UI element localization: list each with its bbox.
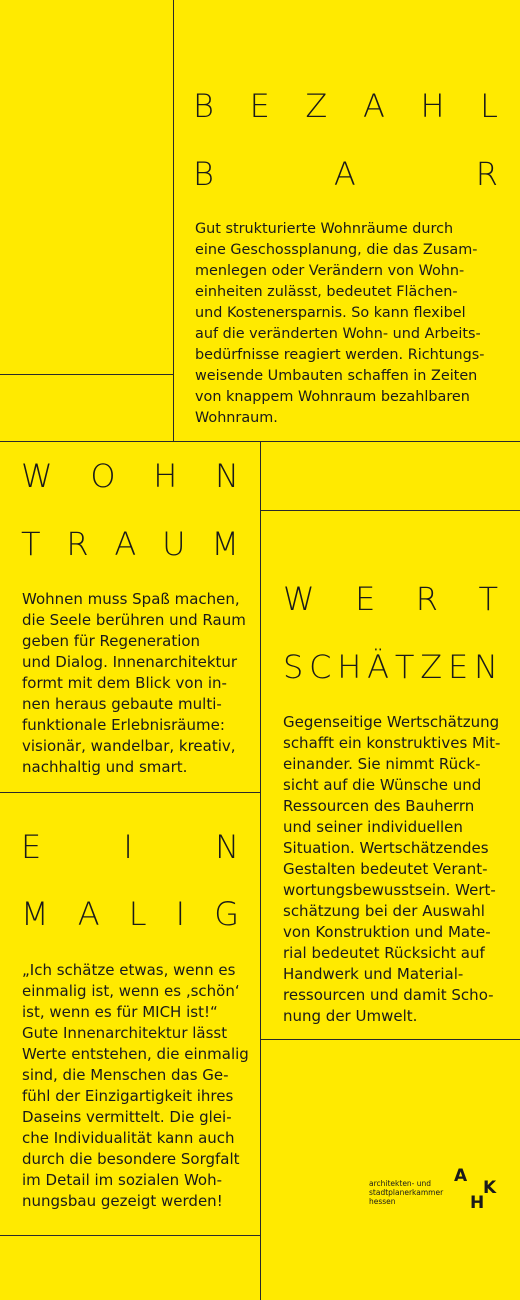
heading-line-1 [21, 457, 239, 495]
logo-mark [452, 1168, 504, 1212]
logo-letter: A [454, 1166, 468, 1186]
heading-letter: M [211, 525, 239, 563]
heading-letter: T [478, 580, 498, 618]
heading-letter: I [123, 828, 133, 866]
heading-letter: N [473, 648, 498, 686]
heading-line-1 [193, 87, 498, 125]
heading-letter: E [355, 580, 376, 618]
heading-letter: E [249, 87, 270, 125]
heading-letter: W [283, 580, 315, 618]
heading-letter: O [90, 457, 116, 495]
logo-text: architekten- und stadtplanerkammer hessen [369, 1179, 444, 1206]
body-text: Gut strukturierte Wohnräume durch eine Geschossplanung, die das Zusam- menlegen oder Verändern von Wohn- einheiten zulässt, bedeutet Flächen- und Kostenersparnis. So kann flexibel auf die veränderten Wohn- und Arbeits- bedürfnisse reagiert werden. Richtungs- weisende Umbauten schaffen in Zeiten von knappem Wohnraum bezahlbaren Wohnraum. [195, 221, 485, 426]
body-text: Gegenseitige Wertschätzung schafft ein konstruktives Mit- einander. Sie nimmt Rück- sicht auf die Wünsche und Ressourcen des Bauherrn und seiner individuellen Situation. Wertschätzendes Gestalten bedeutet Verant- wortungsbewusstsein. Wert- schätzung bei der Auswahl von Konstruktion und Mate- rial bedeutet Rücksicht auf Handwerk und Material- ressourcen und damit Scho- nung der Umwelt. [283, 713, 501, 1025]
grid-line [0, 374, 173, 375]
heading-letter: M [21, 895, 49, 933]
heading-letter: T [21, 525, 41, 563]
heading-letter: Z [420, 648, 443, 686]
heading-letter: R [415, 580, 438, 618]
heading-letter: H [153, 457, 178, 495]
heading-letter: N [215, 828, 239, 866]
heading-line-1 [283, 580, 498, 618]
heading-letter: G [214, 895, 239, 933]
heading-line-2 [283, 648, 498, 686]
heading-letter: A [77, 895, 100, 933]
heading-letter: L [128, 895, 147, 933]
grid-line [260, 510, 520, 511]
heading-letter: R [66, 525, 89, 563]
heading-letter: T [394, 648, 415, 686]
heading-letter: Z [305, 87, 328, 125]
heading-letter: Ä [367, 648, 390, 686]
heading-letter: C [309, 648, 332, 686]
heading-letter: E [21, 828, 42, 866]
grid-line [260, 1039, 520, 1040]
heading-line-2 [193, 155, 498, 193]
grid-line [173, 0, 174, 441]
heading-letter: B [193, 155, 214, 193]
heading-letter: S [283, 648, 304, 686]
heading-letter: I [175, 895, 186, 933]
heading-letter: A [362, 87, 385, 125]
heading-line-2 [21, 525, 239, 563]
heading-letter: W [21, 457, 53, 495]
body-text: Wohnen muss Spaß machen, die Seele berühren und Raum geben für Regeneration und Dialog. Innenarchitektur formt mit dem Blick von in- nen heraus gebaute multi- funktionale Erlebnisräume: visionär, wandelbar, kreativ, nachhaltig und smart. [22, 590, 246, 776]
heading-letter: U [162, 525, 186, 563]
heading-letter: B [193, 87, 214, 125]
heading-letter: H [337, 648, 362, 686]
logo-letter: K [483, 1178, 497, 1198]
grid-line [260, 441, 261, 1300]
heading-letter: L [480, 87, 498, 125]
grid-line [0, 1235, 260, 1236]
heading-letter: E [447, 648, 469, 686]
body-text: „Ich schätze etwas, wenn es einmalig ist, wenn es ‚schön‘ ist, wenn es für MICH ist!“ Gute Innenarchitektur lässt Werte entstehen, die einmalig sind, die Menschen das Ge- fühl der Einzigartigkeit ihres Daseins vermittelt. Die glei- che Individualität kann auch durch die besondere Sorgfalt im Detail im sozialen Woh- nungsbau gezeigt werden! [22, 961, 249, 1210]
heading-letter: H [420, 87, 445, 125]
heading-letter: N [215, 457, 239, 495]
logo-letter: H [470, 1193, 485, 1213]
heading-letter: A [114, 525, 137, 563]
heading-line-2 [21, 895, 239, 933]
heading-letter: R [475, 155, 498, 193]
grid-line [0, 792, 260, 793]
heading-line-1 [21, 828, 239, 866]
heading-letter: A [333, 155, 356, 193]
